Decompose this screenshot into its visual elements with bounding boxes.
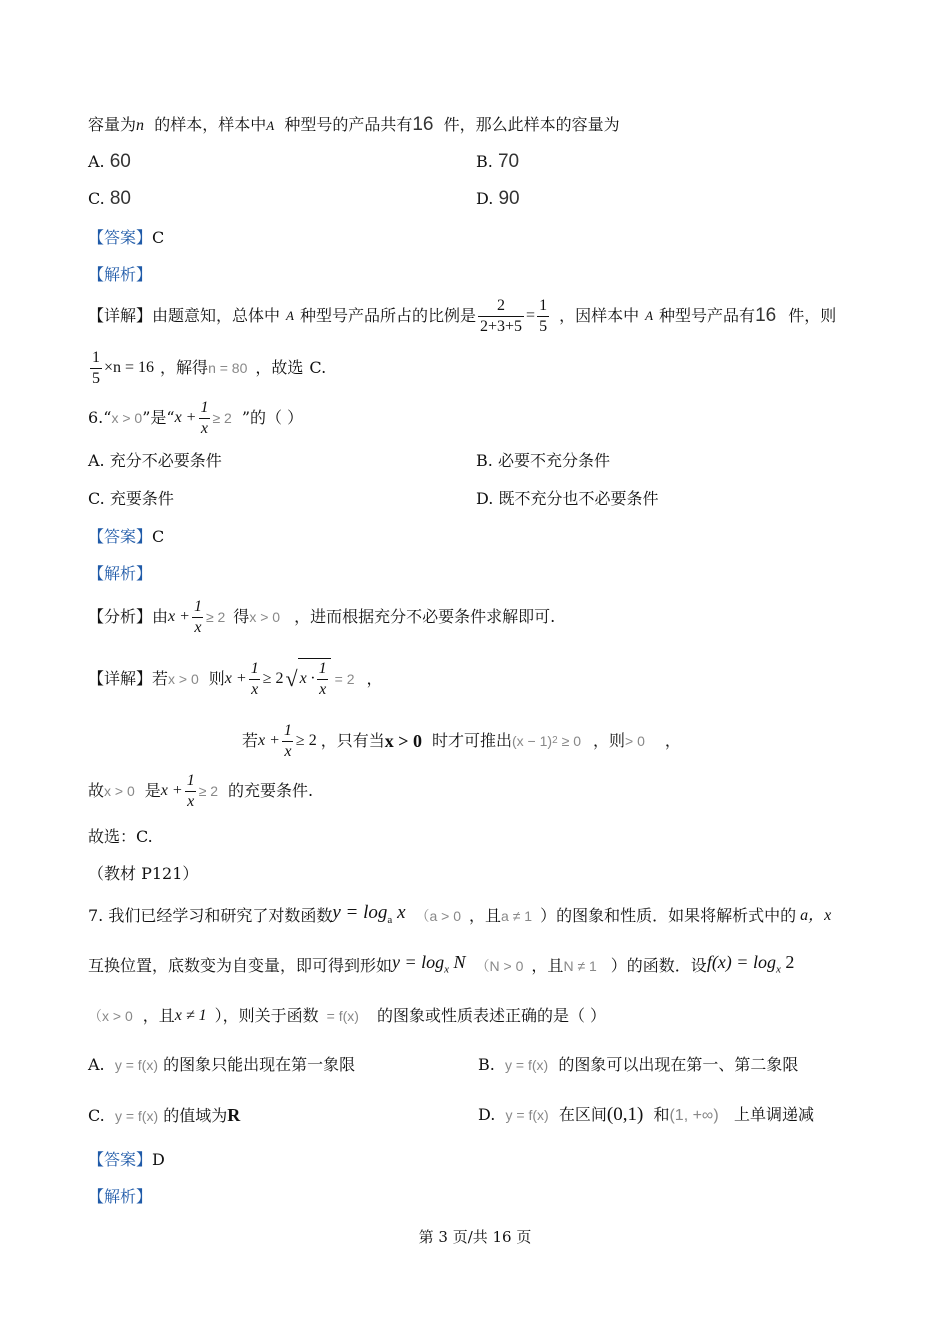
stem-text: 我们已经学习和研究了对数函数	[108, 906, 333, 925]
q5-answer	[88, 227, 164, 249]
option-value: 70	[497, 151, 520, 172]
math-expr: R	[227, 1105, 241, 1125]
q7-line1	[88, 902, 831, 930]
math-expr: (x − 1)	[512, 733, 553, 749]
answer-tag: 【答案】	[88, 1150, 153, 1169]
q5-option-d	[476, 188, 520, 210]
q6-conclusion: 故选：C.	[88, 827, 153, 846]
option-value: 90	[498, 188, 520, 209]
q6-option-b	[476, 450, 610, 472]
stem-text: ）的图象和性质．如果将解析式中的	[540, 906, 797, 925]
q6-answer	[88, 526, 164, 548]
math-expr: = f(x)	[326, 1008, 359, 1024]
analysis-tag: 【解析】	[88, 265, 153, 284]
frac-num: 1	[318, 660, 327, 677]
math-expr: x > 0	[249, 609, 281, 625]
option-label: A.	[88, 451, 105, 470]
frac-num: 1	[250, 659, 259, 677]
option-label: B.	[476, 451, 493, 470]
q6-option-a	[88, 450, 222, 472]
q6-option-d	[476, 488, 658, 510]
q5-analysis	[88, 264, 152, 286]
frac-den: x	[200, 419, 209, 437]
fraction-ratio	[478, 296, 524, 337]
fenxi-text: 得	[233, 607, 250, 626]
math-expr: x > 0	[104, 783, 135, 799]
q5-stem-text: 件，那么此样本的容量为	[443, 115, 620, 134]
q5-detail-line2	[88, 344, 326, 392]
math-expr: x > 0	[384, 731, 422, 751]
math-expr: ≥ 2	[212, 410, 232, 426]
q6-detail-line2	[242, 718, 681, 764]
question-number: 6.	[88, 408, 104, 427]
q6-stem	[88, 395, 303, 441]
detail-text: 若	[152, 669, 169, 688]
var-a: A	[286, 308, 294, 323]
math-expr: ≥ 2	[295, 732, 317, 749]
frac-den: x	[319, 681, 327, 698]
frac-den: x	[187, 792, 195, 810]
f-definition	[707, 951, 795, 981]
exponent: 2	[552, 735, 558, 746]
option-value: 在区间	[558, 1105, 607, 1124]
math-expr: （x > 0	[88, 1008, 133, 1024]
math-expr: ≥ 2	[262, 670, 284, 687]
answer-tag: 【答案】	[88, 527, 153, 546]
detail-text: 件，则	[788, 306, 837, 325]
detail-text: 是	[144, 781, 161, 800]
analysis-tag: 【解析】	[88, 564, 153, 583]
fraction	[192, 597, 204, 638]
detail-text: ，因样本中	[559, 306, 640, 325]
q7-option-a	[88, 1054, 355, 1076]
fenxi-text: 由	[152, 607, 169, 626]
detail-text: ，解得	[160, 358, 209, 377]
fraction	[249, 659, 261, 700]
var-n: n	[136, 117, 145, 134]
q7-line3	[88, 1003, 606, 1029]
detail-text: 种型号产品有	[659, 306, 756, 325]
q5-option-a	[88, 151, 131, 173]
q5-option-b	[476, 151, 519, 173]
option-value: 必要不充分条件	[497, 451, 610, 470]
fraction	[185, 771, 197, 812]
stem-text: 的图象或性质表述正确的是（ ）	[376, 1006, 607, 1025]
q5-option-c	[88, 188, 131, 210]
detail-text: 若	[242, 731, 259, 750]
num-16: 16	[412, 114, 434, 135]
detail-tag: 【详解】	[88, 669, 153, 688]
math-expr: x ·	[299, 670, 315, 688]
math-expr: x +	[258, 732, 280, 749]
stem-text: 互换位置，底数变为自变量，即可得到形如	[88, 956, 393, 975]
stem-text: ”是“	[142, 408, 175, 427]
option-value: 上单调递减	[733, 1105, 814, 1124]
sqrt-expr	[298, 658, 331, 700]
frac-num: 1	[193, 597, 202, 615]
frac-den: 5	[92, 369, 100, 387]
q7-option-d	[478, 1104, 814, 1127]
detail-text: 则	[208, 669, 225, 688]
eq-sign: =	[526, 307, 536, 324]
math-expr: x > 0	[168, 671, 199, 687]
option-label: D.	[476, 489, 494, 508]
frac-den: x	[284, 742, 292, 760]
quote: “	[103, 408, 112, 427]
option-value: 既不充分也不必要条件	[498, 489, 659, 508]
math-expr: x +	[160, 782, 183, 799]
q5-stem-text: 的样本，样本中	[154, 115, 267, 134]
log-function	[332, 902, 405, 931]
detail-text: 的充要条件.	[228, 781, 314, 800]
var-a: A	[266, 118, 275, 133]
subscript: x	[444, 963, 450, 976]
q5-stem-text: 容量为	[88, 115, 137, 134]
math-expr: ≥ 2	[198, 783, 219, 799]
option-value: 60	[109, 151, 131, 172]
option-value: 充要条件	[109, 489, 174, 508]
math-expr: ×n = 16	[104, 359, 155, 376]
math-expr: x ≠ 1	[174, 1007, 207, 1024]
math-expr: （N > 0	[475, 958, 524, 974]
frac-den: 5	[539, 317, 548, 335]
q6-option-c	[88, 488, 174, 510]
subscript: a	[387, 913, 393, 926]
stem-text: ，且	[531, 956, 564, 975]
fenxi-text: ，进而根据充分不必要条件求解即可.	[294, 607, 556, 626]
q7-analysis	[88, 1186, 152, 1208]
math-expr: 2	[785, 952, 795, 973]
fraction	[317, 659, 329, 700]
math-expr: y = log	[332, 901, 388, 923]
answer-value: C	[152, 228, 165, 247]
answer-value: C	[152, 527, 165, 546]
q5-stem	[88, 114, 620, 137]
option-value: 和	[653, 1105, 670, 1124]
math-expr: (1, +∞)	[669, 1107, 719, 1124]
var-a: A	[645, 308, 654, 323]
question-number: 7.	[88, 906, 104, 925]
math-expr: a ≠ 1	[501, 908, 533, 924]
frac-den: 2+3+5	[480, 317, 523, 335]
q6-fenxi	[88, 594, 555, 640]
fenxi-tag: 【分析】	[88, 607, 153, 626]
option-label: B.	[476, 152, 493, 171]
analysis-tag: 【解析】	[88, 1187, 153, 1206]
stem-text: ），则关于函数	[214, 1006, 319, 1025]
detail-text: 时才可推出	[431, 731, 512, 750]
log-function	[392, 951, 466, 981]
stem-text: ）的函数．设	[610, 956, 707, 975]
frac-den: x	[251, 680, 259, 698]
q7-option-b	[478, 1054, 798, 1076]
fraction	[198, 398, 210, 439]
math-expr: y = f(x)	[505, 1107, 549, 1123]
option-label: C.	[88, 1106, 105, 1125]
math-expr: x +	[174, 409, 197, 426]
option-label: D.	[478, 1105, 496, 1124]
stem-text: ，且	[142, 1006, 175, 1025]
textbook-reference: （教材 P121）	[88, 864, 199, 883]
detail-text: ，	[366, 669, 383, 688]
frac-num: 1	[186, 771, 195, 789]
q6-detail-line3	[88, 768, 313, 814]
frac-num: 1	[539, 296, 548, 314]
option-value: 的图象只能出现在第一象限	[163, 1055, 356, 1074]
detail-text: 种型号产品所占的比例是	[299, 306, 476, 325]
option-value: 的值域为	[163, 1106, 228, 1125]
math-expr: x > 0	[111, 410, 143, 426]
detail-text: 故	[88, 781, 105, 800]
math-expr: x	[397, 901, 406, 923]
option-label: D.	[476, 189, 494, 208]
frac-num: 1	[200, 398, 209, 416]
math-expr: x +	[224, 670, 247, 687]
math-expr: N ≠ 1	[563, 958, 597, 974]
fraction	[282, 721, 294, 762]
math-expr: a，x	[800, 907, 832, 924]
detail-text: ，只有当	[320, 731, 385, 750]
q7-answer	[88, 1149, 165, 1171]
option-label: C.	[88, 189, 105, 208]
fraction-one-fifth	[90, 348, 102, 389]
q7-option-c	[88, 1104, 240, 1127]
answer-value: D	[152, 1150, 165, 1169]
stem-text: ”的（ ）	[241, 408, 304, 427]
frac-num: 1	[283, 721, 292, 739]
math-expr: > 0	[625, 733, 645, 749]
math-expr: y = f(x)	[505, 1057, 549, 1073]
math-expr: y = log	[392, 952, 445, 973]
option-label: A.	[88, 1055, 105, 1074]
option-value: 充分不必要条件	[109, 451, 222, 470]
option-value: 80	[109, 188, 131, 209]
frac-num: 1	[92, 348, 100, 366]
math-expr: x +	[168, 608, 190, 625]
answer-tag: 【答案】	[88, 228, 153, 247]
detail-tag: 【详解】	[88, 306, 153, 325]
page-footer: 第 3 页/共 16 页	[418, 1228, 532, 1246]
math-expr: ≥ 0	[561, 733, 581, 749]
fraction-result	[537, 296, 549, 337]
q5-stem-text: 种型号的产品共有	[284, 115, 413, 134]
subscript: x	[775, 963, 781, 976]
option-label: A.	[88, 152, 105, 171]
detail-text: ，故选	[255, 358, 304, 377]
detail-text: C.	[309, 358, 327, 377]
math-expr: （a > 0	[415, 908, 462, 924]
detail-text: ，	[664, 731, 681, 750]
frac-den: x	[194, 618, 202, 636]
math-expr: ≥ 2	[205, 609, 226, 625]
option-value: 的图象可以出现在第一、第二象限	[558, 1055, 799, 1074]
q5-detail-line1	[88, 292, 836, 340]
stem-text: ，且	[469, 906, 502, 925]
q6-analysis	[88, 563, 152, 585]
math-expr: f(x) = log	[706, 952, 776, 973]
frac-num: 2	[497, 296, 506, 314]
detail-text: ，则	[593, 731, 626, 750]
detail-text: 由题意知，总体中	[152, 306, 281, 325]
num-16: 16	[755, 305, 777, 326]
math-expr: y = f(x)	[114, 1108, 159, 1124]
option-label: C.	[88, 489, 105, 508]
math-expr: y = f(x)	[114, 1057, 158, 1073]
math-expr: N	[453, 952, 466, 973]
q6-detail-line1: 【详解】 若 x > 0 则 x + $\frac{1}{x}$ ≥ 2 √ x · $\frac{1}{x}$ = 2 ，	[88, 659, 383, 698]
math-expr: n = 80	[208, 360, 248, 376]
math-expr: (0,1)	[606, 1104, 644, 1125]
q7-line2	[88, 952, 794, 980]
math-expr: = 2	[334, 671, 355, 687]
option-label: B.	[478, 1055, 495, 1074]
